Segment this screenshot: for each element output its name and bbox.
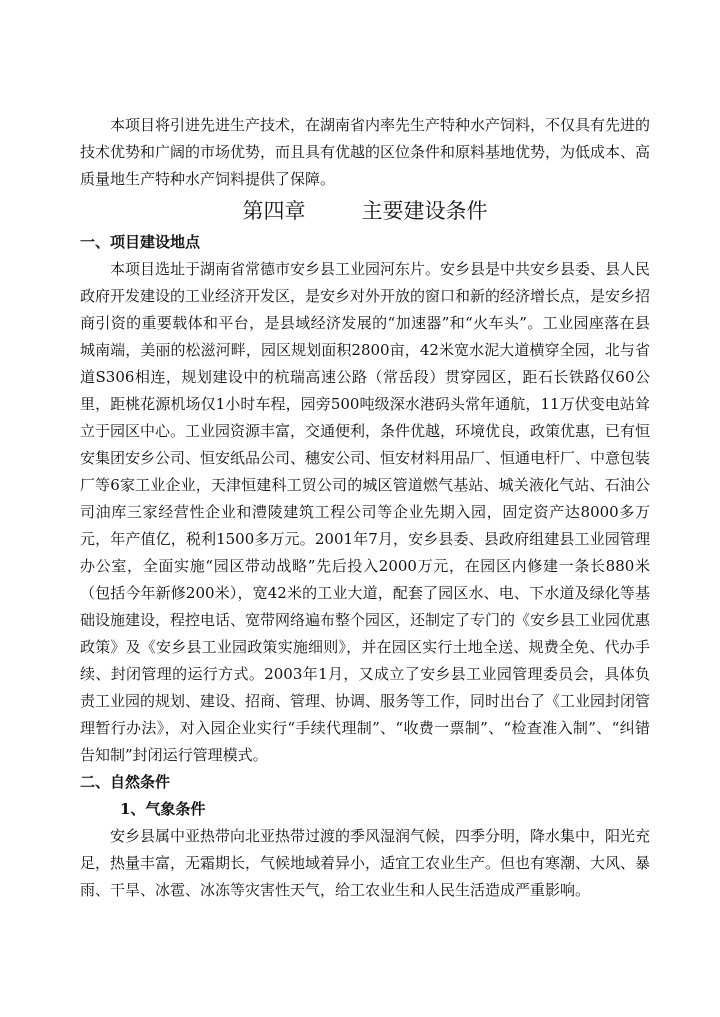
location-paragraph: 本项目选址于湖南省常德市安乡县工业园河东片。安乡县是中共安乡县委、县人民政府开发建设的工业经济开发区，是安乡对外开放的窗口和新的经济增长点，是安乡招商引资的重要载体和平台，是县域经济发展的“加速器”和“火车头”。工业园座落在县城南端，美丽的松滋河畔，园区规划面积2800亩，42米宽水泥大道横穿全园，北与省道S306相连，规划建设中的杭瑞高速公路（常岳段）贯穿园区，距石长铁路仅60公里，距桃花源机场仅1小时车程，园旁500吨级深水港码头常年通航，11万伏变电站耸立于园区中心。工业园资源丰富，交通便利，条件优越，环境优良，政策优惠，已有恒安集团安乡公司、恒安纸品公司、穗安公司、恒安材料用品厂、恒通电杆厂、中意包装厂等6家工业企业，天津恒建科工贸公司的城区管道燃气基站、城关液化气站、石油公司油库三家经营性企业和澧陵建筑工程公司等企业先期入园，固定资产达8000多万元，年产值亿，税利1500多万元。2001年7月，安乡县委、县政府组建县工业园管理办公室，全面实施“园区带动战略”先后投入2000万元，在园区内修建一条长880米（包括今年新修200米），宽42米的工业大道，配套了园区水、电、下水道及绿化等基础设施建设，程控电话、宽带网络遍布整个园区，还制定了专门的《安乡县工业园优惠政策》及《安乡县工业园政策实施细则》，并在园区实行土地全送、规费全免、代办手续、封闭管理的运行方式。2003年1月，又成立了安乡县工业园管理委员会，具体负责工业园的规划、建设、招商、管理、协调、服务等工作，同时出台了《工业园封闭管理暂行办法》，对入园企业实行“手续代理制”、“收费一票制”、“检查准入制”、“纠错告知制”封闭运行管理模式。: [80, 260, 651, 764]
climate-paragraph: 安乡县属中亚热带向北亚热带过渡的季风湿润气候，四季分明，降水集中，阳光充足，热量丰富，无霜期长，气候地域着异小，适宜工农业生产。但也有寒潮、大风、暴雨、干旱、冰雹、冰冻等灾害性天气，给工农业生和人民生活造成严重影响。: [80, 827, 651, 899]
chapter-name: 主要建设条件: [361, 199, 488, 223]
chapter-number: 第四章: [242, 199, 306, 223]
chapter-title: [80, 193, 650, 229]
section-heading-location: 一、项目建设地点: [80, 233, 201, 251]
subsection-heading-climate: 1、气象条件: [120, 800, 206, 818]
intro-paragraph: 本项目将引进先进生产技术，在湖南省内率先生产特种水产饲料，不仅具有先进的技术优势和广阔的市场优势，而且具有优越的区位条件和原料基地优势，为低成本、高质量地生产特种水产饲料提供了保障。: [80, 116, 651, 188]
section-heading-natural-conditions: 二、自然条件: [80, 773, 171, 791]
